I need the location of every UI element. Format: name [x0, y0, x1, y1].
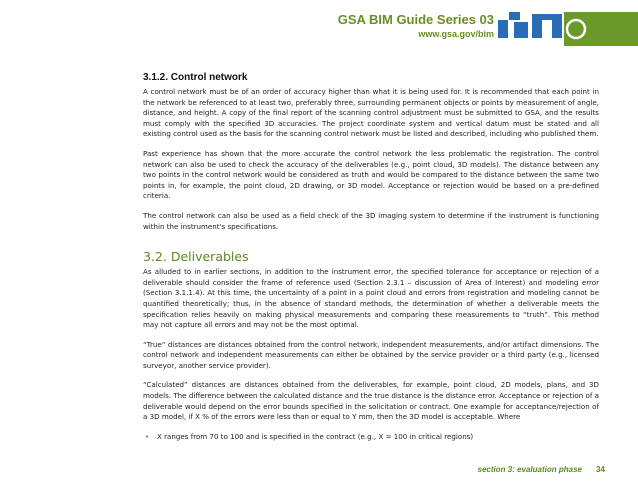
control-network-heading: 3.1.2. Control network: [143, 72, 248, 83]
deliverables-paragraph-1: As alluded to in earlier sections, in addition to the instrument error, the specified tolerance for acceptance or rejection of a deliverable should consider the frame of reference used (Section 2.3.1 – discussion of Area of Interest) and modeling error (Section 3.1.1.4). At this time, the uncertainty of a point in a point cloud and errors from registration and modeling cannot be quantified theoretically; thus, in the absence of standard methods, the determination of whether a deliverable meets the specification relies heavily on making physical measurements and comparing these measurements to “truth”. This method may not capture all errors and may not be the most optimal.: [143, 267, 599, 330]
criteria-list: [143, 432, 599, 443]
page-content: [143, 72, 599, 442]
bullet-icon: •: [145, 431, 150, 441]
page-header: [0, 0, 638, 46]
series-url[interactable]: www.gsa.gov/bim: [418, 29, 494, 39]
control-paragraph-3: The control network can also be used as a field check of the 3D imaging system to determine if the instrument is functioning within the instrument's specifications.: [143, 210, 599, 231]
list-item: [143, 432, 599, 443]
deliverables-heading: 3.2. Deliverables: [143, 249, 249, 265]
series-title: GSA BIM Guide Series 03: [337, 12, 494, 27]
deliverables-paragraph-3: “Calculated” distances are distances obtained from the deliverables, for example, point cloud, 2D models, plans, and 3D models. The difference between the calculated distance and the true distance is the distance error. Acceptance or rejection of a deliverable would depend on the error bounds specified in the solicitation or contract. One example for acceptance/rejection of a 3D model, if X % of the errors were less than or equal to Y mm, then the 3D model is acceptable. Where: [143, 380, 599, 422]
control-paragraph-2: Past experience has shown that the more accurate the control network the less problematic the registration. The control network can also be used to check the accuracy of the deliverables (e.g., point cloud, 3D models). The distance between any two points in the control network would be considered as truth and would be compared to the distance between the same two points in, for example, the point cloud, 2D drawing, or 3D model. Acceptance or rejection would be based on a pre-defined criteria.: [143, 148, 599, 201]
page-number: 34: [596, 465, 605, 474]
footer-section-label: section 3: evaluation phase: [477, 465, 582, 474]
list-item-text: X ranges from 70 to 100 and is specified in the contract (e.g., X = 100 in critical regions): [157, 431, 474, 441]
gsa-bim-logo: [498, 12, 638, 46]
control-paragraph-1: A control network must be of an order of accuracy higher than what it is being used for. It is recommended that each point in the network be referenced to at least two, preferably three, surrounding permanent objects or points by measurement of angle, distance, and height. A copy of the final report of the scanning control adjustment must be submitted to GSA, and the results must comply with the specified 3D accuracies. The project coordinate system and vertical datum must be stated and all existing control used as the basis for the scanning control network must be listed and described, including who published them.: [143, 87, 599, 139]
deliverables-paragraph-2: “True” distances are distances obtained from the control network, independent measurements, and/or artifact dimensions. The control network and independent measurements can either be obtained by the service provider or a third party (e.g., licensed surveyor, another service provider).: [143, 339, 599, 370]
